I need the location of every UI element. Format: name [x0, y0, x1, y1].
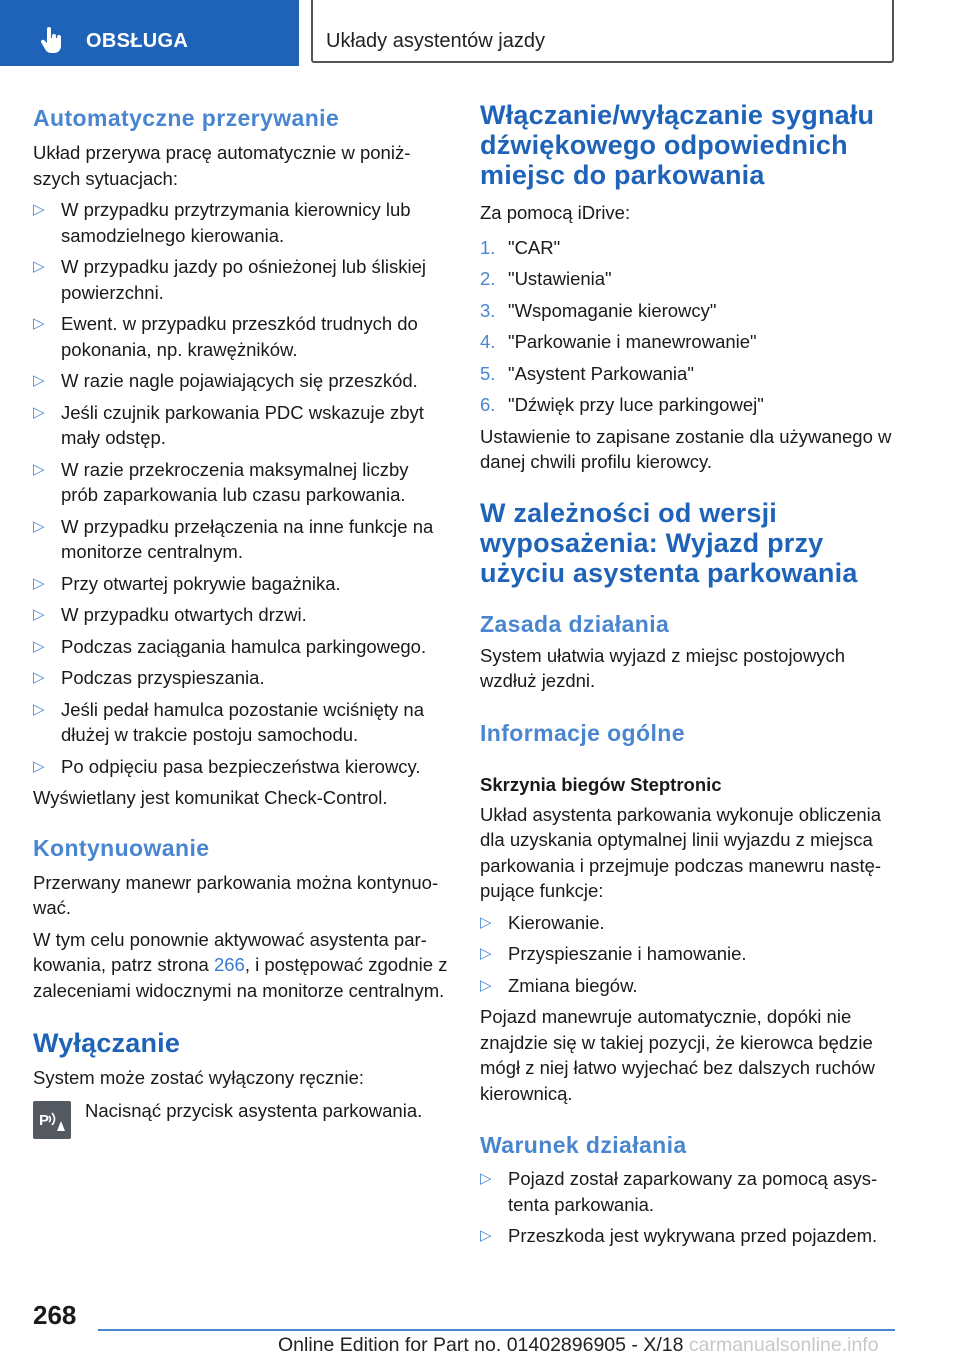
heading-continue: Kontynuowanie — [33, 834, 210, 861]
page-header — [0, 0, 960, 66]
step-number: 3. — [480, 299, 496, 321]
step-text: "Parkowanie i manewrowanie" — [508, 331, 757, 352]
list-item: ▷ W przypadku przełączenia na inne funkcje na monitorze centralnym. — [33, 514, 448, 565]
heading-parking-sound: Włączanie/wyłączanie sygnału dźwiękowego odpowiednich miejsc do parkowania — [480, 100, 875, 190]
section-label: OBSŁUGA — [86, 30, 189, 52]
list-functions — [480, 910, 900, 999]
heading-auto-interrupt: Automatyczne przerywanie — [33, 105, 340, 131]
chapter-title: Układy asystentów jazdy — [326, 30, 545, 52]
list-item: ▷ Przeszkoda jest wykrywana przed pojazdem. — [480, 1223, 900, 1249]
heading-exit-assist: W zależności od wersji wyposażenia: Wyjazd przy użyciu asystenta parkowania — [480, 497, 858, 588]
step-item — [480, 361, 900, 387]
step-text: "Asystent Parkowania" — [508, 362, 694, 384]
step-item — [480, 298, 900, 324]
watermark: carmanualsonline.info — [688, 1334, 879, 1356]
paragraph-auto-interrupt: Układ przerywa pracę automatycznie w poniższych sytuacjach: — [33, 142, 411, 189]
list-auto-interrupt — [33, 197, 448, 779]
step-item — [480, 329, 900, 355]
step-number: 5. — [480, 362, 496, 384]
step-text: "Wspomaganie kierowcy" — [508, 299, 717, 321]
paragraph-press-button: Nacisnąć przycisk asystenta parkowania. — [85, 1099, 423, 1121]
step-text: "Dźwięk przy luce parkingowej" — [508, 394, 764, 415]
paragraph-check-control: Wyświetlany jest komunikat Check-Control. — [33, 787, 388, 808]
heading-steptronic: Skrzynia biegów Steptronic — [480, 773, 722, 795]
list-item: ▷ Jeśli pedał hamulca pozostanie wciśnięty na dłużej w trakcie postoju samochodu. — [33, 697, 448, 748]
list-item: ▷ Podczas przyspieszania. — [33, 665, 448, 691]
hand-pointer-icon — [38, 26, 66, 54]
list-item: ▷ Jeśli czujnik parkowania PDC wskazuje zbyt mały odstęp. — [33, 400, 448, 451]
paragraph-idrive: Za pomocą iDrive: — [480, 202, 631, 223]
text-continue-a: W tym celu ponownie aktywować asystenta parkowania, patrz strona — [33, 928, 427, 975]
list-item: ▷ W razie przekroczenia maksymalnej liczby prób zaparkowania lub czasu parkowania. — [33, 457, 448, 508]
paragraph-continue-2 — [33, 927, 448, 1004]
paragraph-steptronic: Układ asystenta parkowania wykonuje obliczenia dla uzyskania optymalnej linii wyjazdu z miejsca parkowania i przejmuje podczas manewru następujące funkcje: — [480, 803, 882, 901]
step-number: 2. — [480, 268, 496, 289]
edition-text: Online Edition for Part no. 01402896905 - X/18 — [278, 1334, 684, 1356]
section-tab — [0, 0, 299, 66]
press-instruction — [33, 1101, 448, 1139]
heading-switch-off: Wyłączanie — [33, 1028, 181, 1058]
list-item: ▷ Przy otwartej pokrywie bagażnika. — [33, 571, 448, 597]
list-item: ▷ Przyspieszanie i hamowanie. — [480, 941, 900, 967]
heading-principle: Zasada działania — [480, 610, 670, 637]
svg-text:P: P — [39, 1111, 50, 1129]
text-continue-b: , i postępować zgodnie z zaleceniami widocznymi na monitorze centralnym. — [33, 954, 448, 1001]
step-item — [480, 266, 900, 292]
list-item: ▷ Podczas zaciągania hamulca parkingowego. — [33, 634, 448, 660]
heading-general-info: Informacje ogólne — [480, 719, 685, 746]
footer-rule — [98, 1329, 895, 1331]
step-text: "CAR" — [508, 236, 561, 258]
list-condition — [480, 1166, 900, 1249]
right-column — [480, 100, 900, 1249]
list-item: ▷ Po odpięciu pasa bezpieczeństwa kierowcy. — [33, 754, 448, 780]
heading-condition: Warunek działania — [480, 1132, 687, 1158]
paragraph-continue-1: Przerwany manewr parkowania można kontynuować. — [33, 871, 439, 918]
step-item — [480, 392, 900, 418]
paragraph-principle: System ułatwia wyjazd z miejsc postojowych wzdłuż jezdni. — [480, 644, 845, 691]
list-item: ▷ W przypadku przytrzymania kierownicy lub samodzielnego kierowania. — [33, 197, 448, 248]
list-item: ▷ Pojazd został zaparkowany za pomocą asystenta parkowania. — [480, 1166, 900, 1217]
step-number: 1. — [480, 236, 496, 258]
paragraph-vehicle: Pojazd manewruje automatycznie, dopóki nie znajdzie się w takiej pozycji, że kierowca będzie mógł z niej łatwo wyjechać bez dalszych ruchów kierownicą. — [480, 1006, 875, 1104]
step-number: 4. — [480, 331, 496, 352]
list-item: ▷ W razie nagle pojawiających się przeszkód. — [33, 368, 448, 394]
list-item: ▷ W przypadku jazdy po ośnieżonej lub śliskiej powierzchni. — [33, 254, 448, 305]
list-item: ▷ Ewent. w przypadku przeszkód trudnych do pokonania, np. krawężników. — [33, 311, 448, 362]
footer-edition — [278, 1334, 879, 1357]
step-number: 6. — [480, 394, 496, 415]
paragraph-switch-off: System może zostać wyłączony ręcznie: — [33, 1067, 365, 1088]
step-text: "Ustawienia" — [508, 268, 612, 289]
list-item: ▷ W przypadku otwartych drzwi. — [33, 602, 448, 628]
left-column — [33, 100, 448, 1139]
step-item — [480, 235, 900, 261]
list-idrive-steps — [480, 235, 900, 418]
parking-assistant-button-icon — [33, 1101, 71, 1139]
list-item: ▷ Kierowanie. — [480, 910, 900, 936]
page-number: 268 — [33, 1300, 77, 1330]
page-link-266[interactable]: 266 — [213, 954, 245, 975]
paragraph-saved: Ustawienie to zapisane zostanie dla używanego w danej chwili profilu kierowcy. — [480, 425, 892, 472]
list-item: ▷ Zmiana biegów. — [480, 973, 900, 999]
